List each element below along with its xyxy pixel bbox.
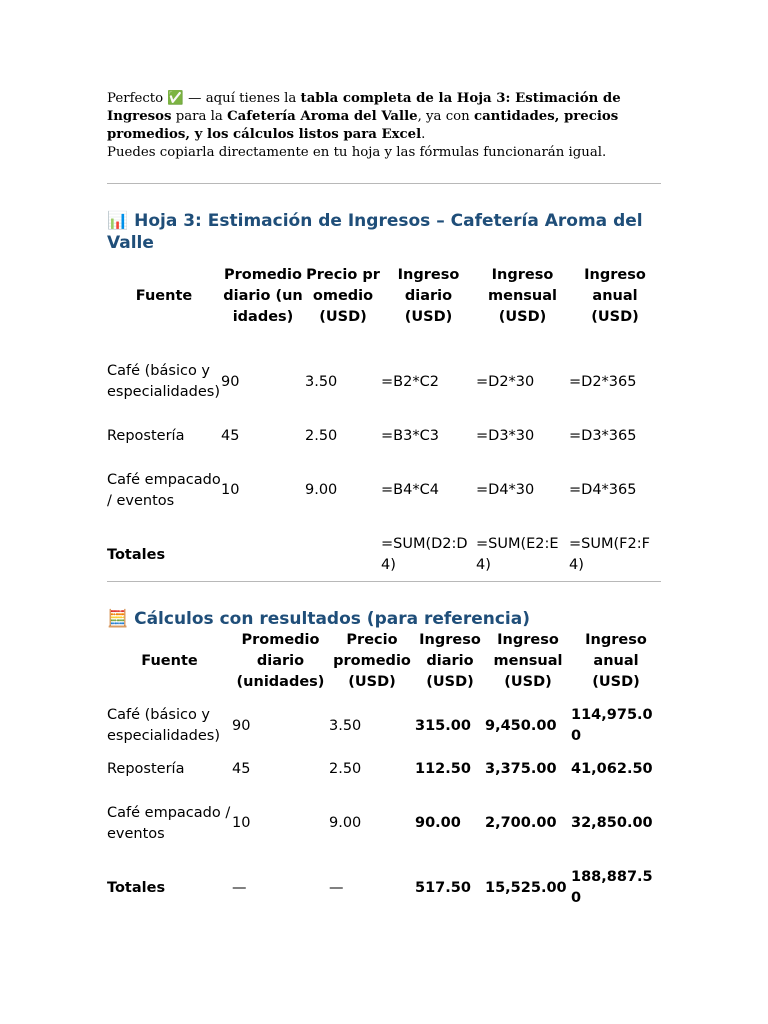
- intro-bold-text: tabla completa de la Hoja 3: Estimación de Ingresos: [107, 91, 621, 124]
- table-cell: 2.50: [329, 761, 362, 777]
- table-row: [107, 792, 661, 855]
- table-cell: Café empacado / eventos: [107, 804, 231, 842]
- table-cell: =SUM(F2:F4): [569, 536, 650, 573]
- table-cell: 10: [232, 815, 251, 831]
- table-cell: 45: [232, 761, 251, 777]
- table-cell: =SUM(E2:E4): [476, 536, 559, 573]
- table-cell: =D3*30: [476, 428, 535, 444]
- table-cell: =B3*C3: [381, 428, 439, 444]
- table-cell: =B2*C2: [381, 373, 439, 390]
- check-mark-icon: ✅: [167, 91, 184, 106]
- table-cell: 9,450.00: [485, 717, 557, 734]
- table-cell: Repostería: [107, 761, 185, 777]
- table-cell: 188,887.50: [571, 869, 653, 906]
- table-cell: Repostería: [107, 428, 185, 444]
- table-cell: 15,525.00: [485, 879, 567, 896]
- intro-text: para la: [171, 109, 228, 124]
- table-cell: 90.00: [415, 815, 461, 831]
- table-cell: =D3*365: [569, 428, 637, 444]
- column-header: Ingreso mensual (USD): [493, 632, 563, 690]
- table-cell: 2.50: [305, 428, 338, 444]
- chart-icon: 📊: [107, 211, 129, 231]
- table-cell: Café (básico y especialidades): [107, 707, 220, 744]
- totals-row: [107, 522, 661, 576]
- table-cell: 32,850.00: [571, 815, 653, 831]
- table-cell: 90: [221, 373, 240, 390]
- column-header: Fuente: [141, 653, 198, 669]
- table-cell: [221, 522, 305, 576]
- table-cell: =D4*365: [569, 482, 637, 498]
- intro-paragraph: [107, 90, 661, 162]
- section-title: 🧮 Cálculos con resultados (para referencia): [107, 609, 530, 629]
- table-cell: =D2*30: [476, 373, 535, 390]
- intro-bold-text: Cafetería Aroma del Valle: [227, 109, 418, 124]
- intro-bold-text: cantidades, precios promedios, y los cálculos listos para Excel: [107, 109, 619, 142]
- table-cell: 41,062.50: [571, 761, 653, 777]
- table-cell: 3.50: [329, 717, 362, 734]
- intro-text: Perfecto: [107, 91, 168, 106]
- intro-text: .: [421, 127, 426, 142]
- table-row: [107, 338, 661, 414]
- table-cell: 114,975.00: [571, 707, 653, 744]
- results-table: [107, 630, 661, 909]
- table-row: [107, 747, 661, 792]
- table-cell: 9.00: [305, 482, 338, 498]
- table-cell: 9.00: [329, 815, 362, 831]
- table-cell: 10: [221, 482, 240, 498]
- table-cell: 517.50: [415, 879, 471, 896]
- divider: [107, 183, 661, 184]
- intro-text: , ya con: [417, 109, 474, 124]
- formula-table: [107, 254, 661, 576]
- table-header-row: [107, 254, 661, 338]
- table-cell: =B4*C4: [381, 482, 439, 498]
- section-title: 📊 Hoja 3: Estimación de Ingresos – Cafetería Aroma del Valle: [107, 211, 643, 253]
- table-cell: 3.50: [305, 373, 338, 390]
- table-header-row: [107, 630, 661, 693]
- table-cell: Café empacado / eventos: [107, 471, 221, 509]
- table-row: [107, 459, 661, 522]
- column-header: Ingreso anual (USD): [584, 266, 646, 325]
- column-header: Ingreso mensual (USD): [488, 266, 557, 325]
- table-cell: —: [232, 879, 247, 896]
- column-header: Precio promedio (USD): [333, 632, 411, 690]
- column-header: Ingreso diario (USD): [419, 632, 481, 690]
- column-header: Ingreso anual (USD): [585, 632, 647, 690]
- column-header: Precio promedio (USD): [306, 266, 380, 325]
- column-header: Promedio diario (unidades): [236, 632, 325, 690]
- table-cell: 45: [221, 428, 240, 444]
- intro-text: — aquí tienes la: [183, 91, 301, 106]
- table-cell: 112.50: [415, 761, 471, 777]
- intro-note: Puedes copiarla directamente en tu hoja y las fórmulas funcionarán igual.: [107, 145, 607, 160]
- table-row: [107, 693, 661, 747]
- table-cell: =D4*30: [476, 482, 535, 498]
- table-cell: 90: [232, 717, 251, 734]
- column-header: Ingreso diario (USD): [397, 266, 460, 325]
- column-header: Promedio diario (unidades): [223, 266, 303, 325]
- table-cell: —: [329, 879, 344, 896]
- table-cell: 2,700.00: [485, 815, 557, 831]
- column-header: Fuente: [135, 287, 193, 304]
- document-page: [107, 90, 661, 909]
- table-cell: Totales: [107, 546, 166, 563]
- divider: [107, 581, 661, 582]
- table-cell: [305, 522, 381, 576]
- table-row: [107, 414, 661, 459]
- table-cell: Café (básico y especialidades): [107, 363, 220, 400]
- abacus-icon: 🧮: [107, 609, 129, 629]
- table-cell: Totales: [107, 879, 166, 896]
- table-cell: =D2*365: [569, 373, 637, 390]
- table-cell: 315.00: [415, 717, 471, 734]
- totals-row: [107, 855, 661, 909]
- table-cell: 3,375.00: [485, 761, 557, 777]
- table-cell: =SUM(D2:D4): [381, 536, 468, 573]
